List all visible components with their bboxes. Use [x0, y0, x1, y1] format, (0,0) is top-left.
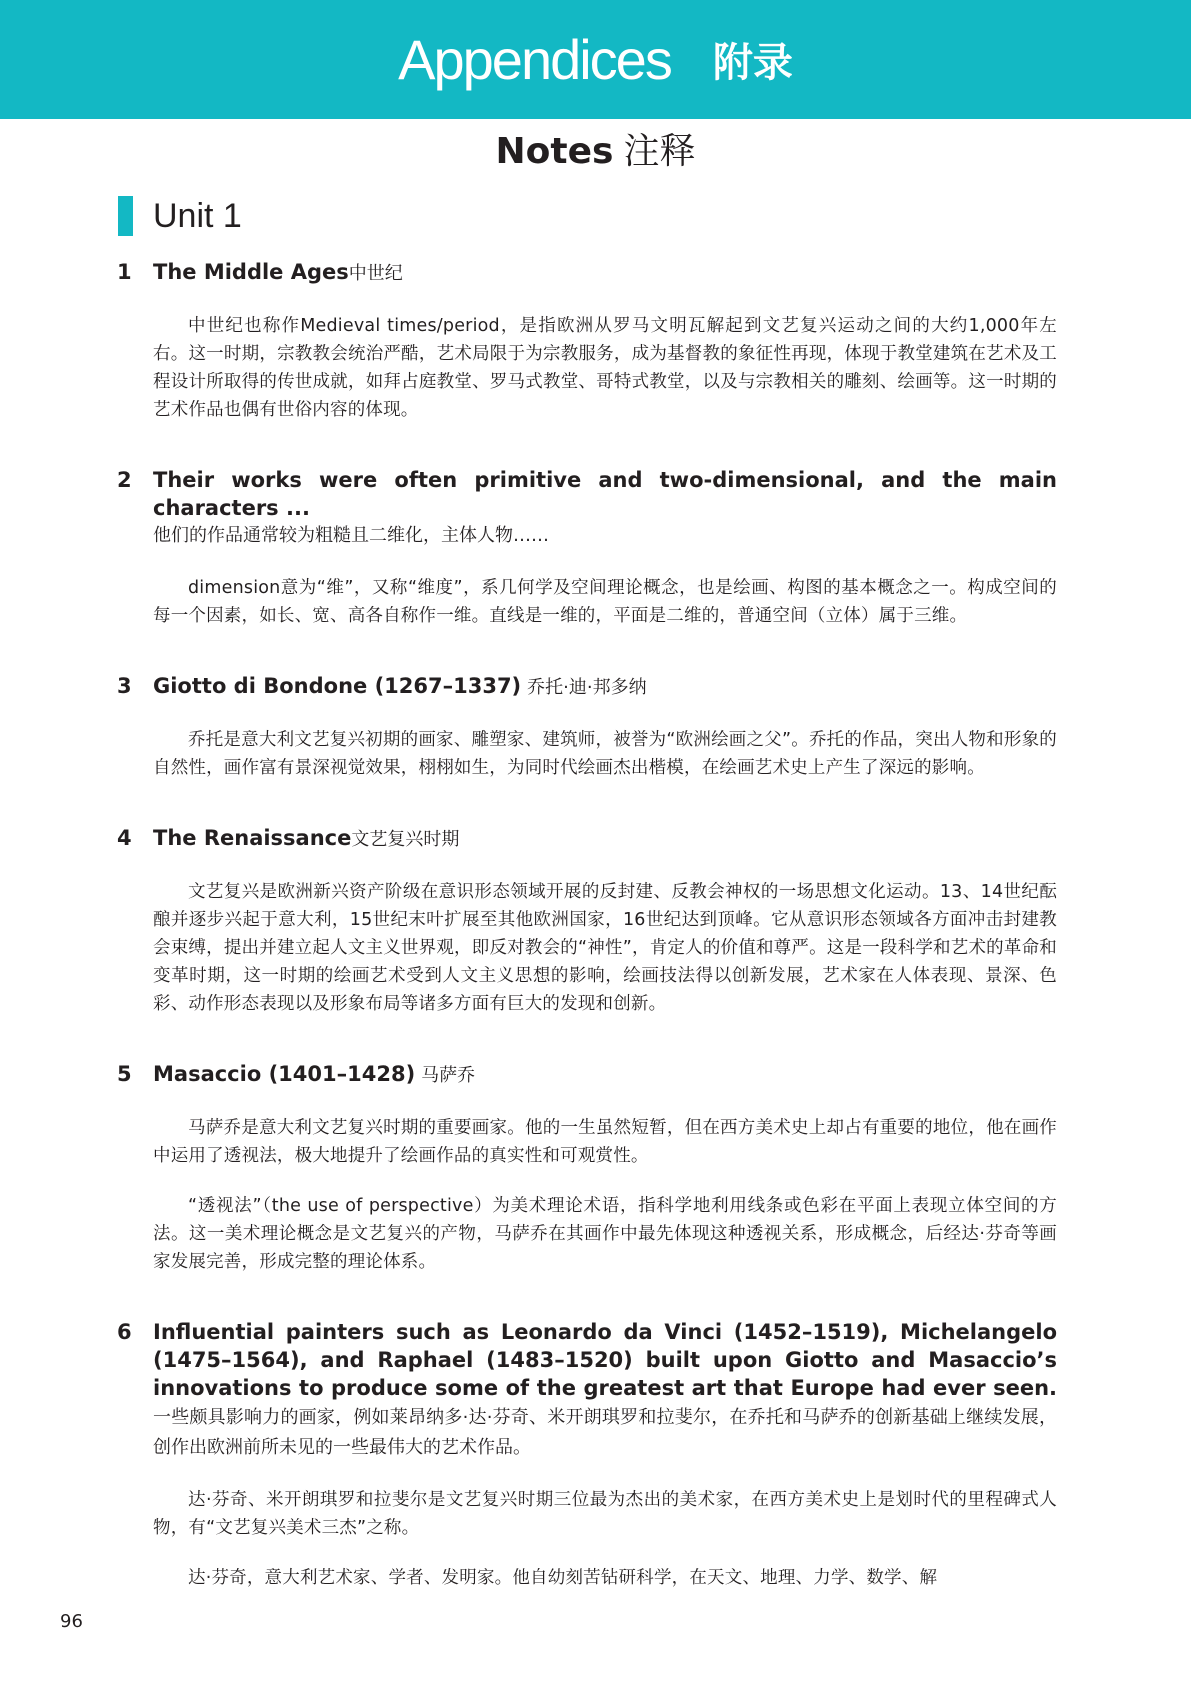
note-paragraph: “透视法”（the use of perspective）为美术理论术语，指科学地利用线条或色彩在平面上表现立体空间的方法。这一美术理论概念是文艺复兴的产物，马萨乔在其画作中最先体现这种透视关系，形成概念，后经达·芬奇等画家发展完善，形成完整的理论体系。: [153, 1196, 1057, 1272]
note-term: Masaccio (1401–1428): [153, 1062, 416, 1086]
note-paragraph: 马萨乔是意大利文艺复兴时期的重要画家。他的一生虽然短暂，但在西方美术史上却占有重要的地位，他在画作中运用了透视法，极大地提升了绘画作品的真实性和可观赏性。: [153, 1118, 1057, 1166]
note-heading: [117, 1318, 1057, 1462]
note-gloss: 文艺复兴时期: [351, 829, 460, 850]
unit-marker-bar: [118, 196, 133, 236]
note-heading: [117, 466, 1057, 550]
note-heading: [117, 824, 1057, 854]
note-term: Influential painters such as Leonardo da Vinci (1452–1519), Michelangelo (1475–1564), and Raphael (1483–1520) built upon Giotto and Masaccio’s innovations to produce some of the greatest art that Europe had ever seen.: [153, 1320, 1057, 1400]
note-term: Their works were often primitive and two-dimensional, and the main characters ...: [153, 468, 1057, 520]
note-term: The Renaissance: [153, 826, 352, 850]
note-item: [117, 1318, 1057, 1592]
note-gloss: 一些颇具影响力的画家，例如莱昂纳多·达·芬奇、米开朗琪罗和拉斐尔，在乔托和马萨乔的创新基础上继续发展，创作出欧洲前所未见的一些最伟大的艺术作品。: [153, 1407, 1057, 1458]
note-gloss: 乔托·迪·邦多纳: [527, 677, 647, 698]
note-number: 1: [117, 260, 132, 284]
note-paragraph: 达·芬奇，意大利艺术家、学者、发明家。他自幼刻苦钻研科学，在天文、地理、力学、数学、解: [188, 1568, 938, 1588]
section-title: [0, 128, 1191, 176]
note-heading: [117, 672, 1057, 702]
note-item: [117, 258, 1057, 424]
note-number: 5: [117, 1062, 132, 1086]
note-term: The Middle Ages: [153, 260, 349, 284]
page-number: 96: [60, 1611, 83, 1632]
note-number: 6: [117, 1320, 132, 1344]
unit-title: Unit 1: [153, 196, 242, 235]
note-paragraph: 文艺复兴是欧洲新兴资产阶级在意识形态领域开展的反封建、反教会神权的一场思想文化运动。13、14世纪酝酿并逐步兴起于意大利，15世纪末叶扩展至其他欧洲国家，16世纪达到顶峰。它从意识形态领域各方面冲击封建教会束缚，提出并建立起人文主义世界观，即反对教会的“神性”，肯定人的价值和尊严。这是一段科学和艺术的革命和变革时期，这一时期的绘画艺术受到人文主义思想的影响，绘画技法得以创新发展，艺术家在人体表现、景深、色彩、动作形态表现以及形象布局等诸多方面有巨大的发现和创新。: [153, 882, 1057, 1014]
note-paragraph: 中世纪也称作Medieval times/period，是指欧洲从罗马文明瓦解起到文艺复兴运动之间的大约1,000年左右。这一时期，宗教教会统治严酷，艺术局限于为宗教服务，成为基督教的象征性再现，体现于教堂建筑在艺术及工程设计所取得的传世成就，如拜占庭教堂、罗马式教堂、哥特式教堂，以及与宗教相关的雕刻、绘画等。这一时期的艺术作品也偶有世俗内容的体现。: [153, 316, 1057, 420]
note-term: Giotto di Bondone (1267–1337): [153, 674, 522, 698]
note-number: 2: [117, 468, 132, 492]
note-paragraph: 乔托是意大利文艺复兴初期的画家、雕塑家、建筑师，被誉为“欧洲绘画之父”。乔托的作品，突出人物和形象的自然性，画作富有景深视觉效果，栩栩如生，为同时代绘画杰出楷模，在绘画艺术史上产生了深远的影响。: [153, 730, 1057, 778]
section-title-zh: 注释: [623, 131, 696, 172]
note-gloss: 马萨乔: [421, 1065, 476, 1086]
note-item: [117, 1060, 1057, 1276]
note-item: [117, 672, 1057, 782]
note-paragraph: 达·芬奇、米开朗琪罗和拉斐尔是文艺复兴时期三位最为杰出的美术家，在西方美术史上是划时代的里程碑式人物，有“文艺复兴美术三杰”之称。: [153, 1490, 1057, 1538]
note-paragraph: dimension意为“维”，又称“维度”，系几何学及空间理论概念，也是绘画、构图的基本概念之一。构成空间的每一个因素，如长、宽、高各自称作一维。直线是一维的，平面是二维的，普通空间（立体）属于三维。: [153, 578, 1057, 626]
appendices-banner: [0, 0, 1191, 119]
section-title-en: Notes: [495, 131, 614, 172]
note-number: 3: [117, 674, 132, 698]
note-gloss: 中世纪: [348, 263, 403, 284]
note-item: [117, 466, 1057, 630]
note-heading: [117, 258, 1057, 288]
banner-title-en: Appendices: [398, 28, 671, 91]
note-number: 4: [117, 826, 132, 850]
note-gloss: 他们的作品通常较为粗糙且二维化，主体人物……: [153, 525, 549, 546]
note-heading: [117, 1060, 1057, 1090]
banner-title-zh: 附录: [712, 40, 793, 86]
notes-content: [117, 258, 1057, 1634]
note-item: [117, 824, 1057, 1018]
unit-heading: [118, 196, 242, 236]
